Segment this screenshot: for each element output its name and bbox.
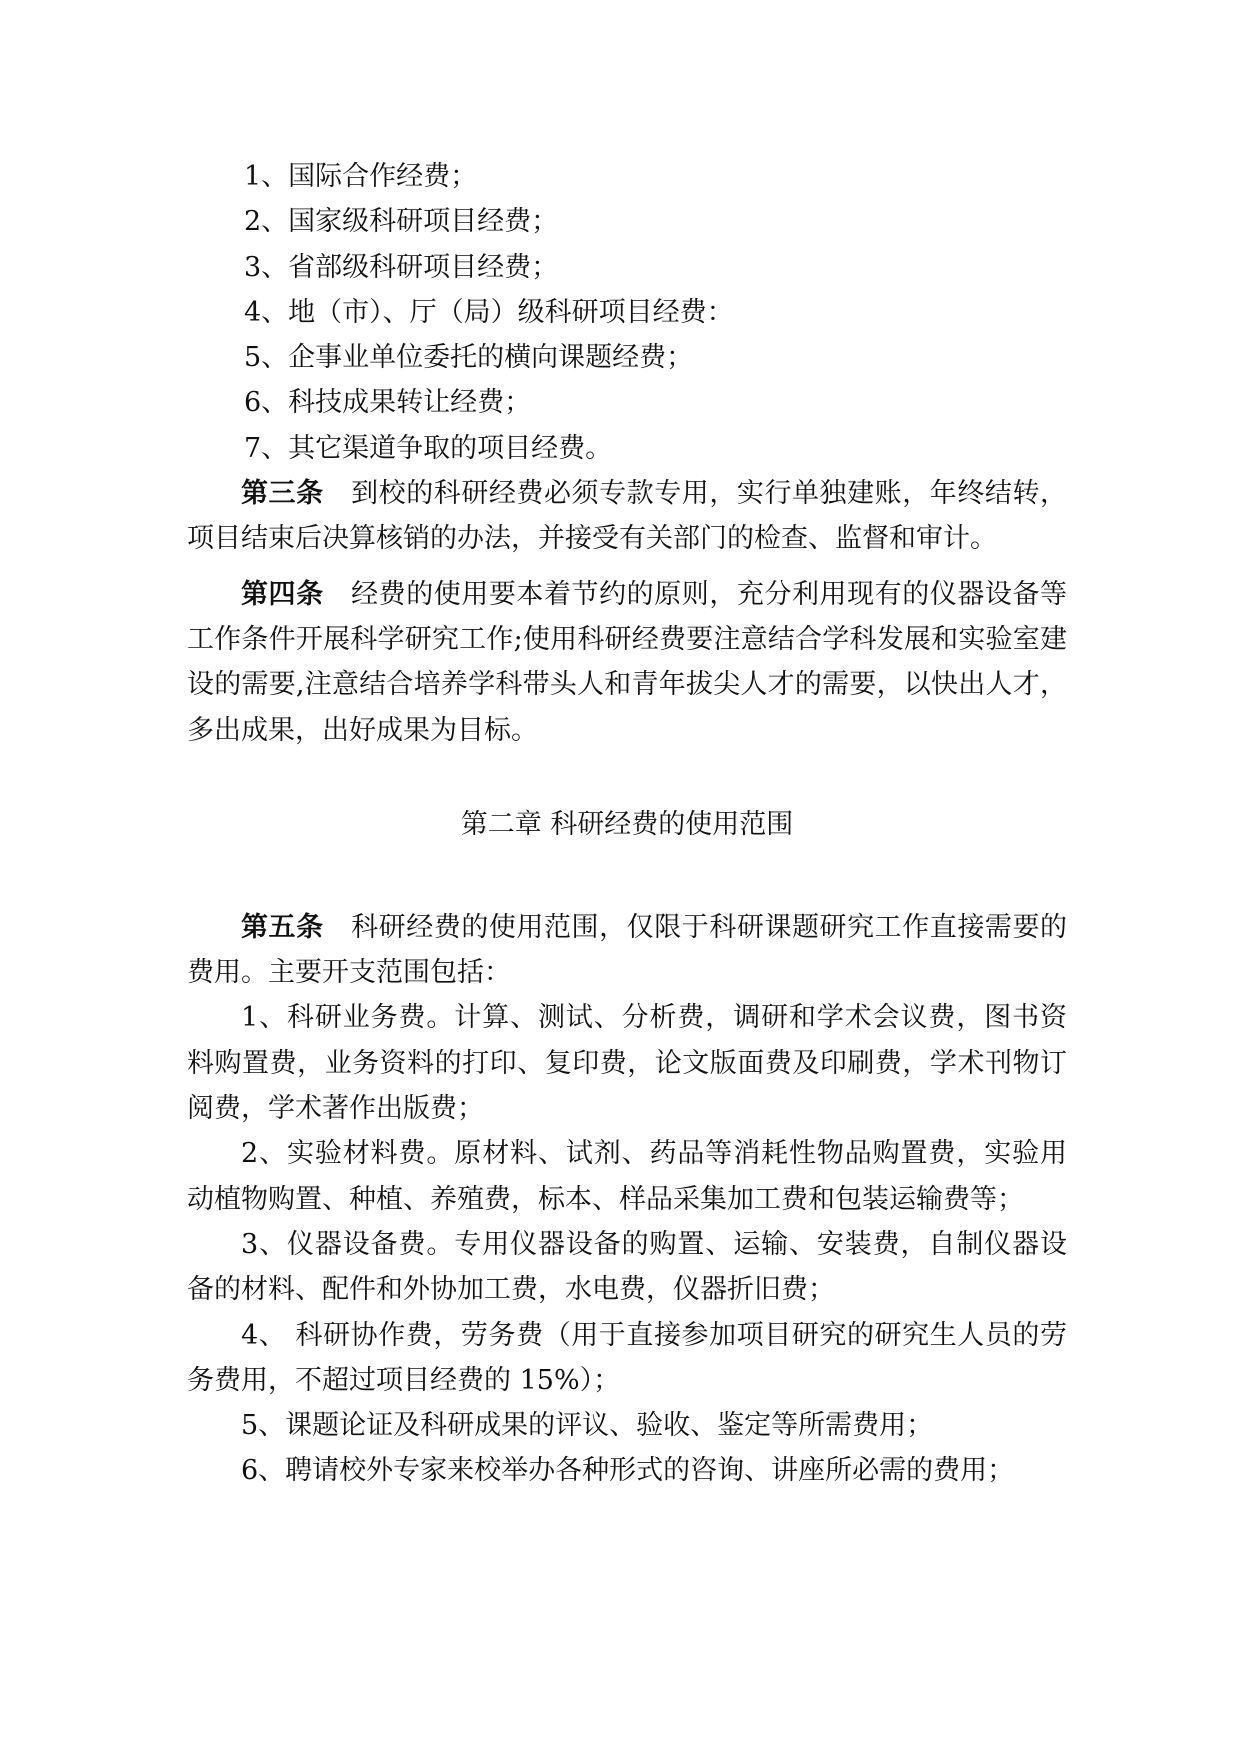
document-content — [187, 154, 1067, 1494]
list-item: 1、国际合作经费； — [244, 161, 478, 192]
list-item: 6、聘请校外专家来校举办各种形式的咨询、讲座所必需的费用； — [241, 1455, 1015, 1487]
list-item: 5、课题论证及科研成果的评议、验收、鉴定等所需费用； — [241, 1410, 934, 1442]
article-title: 第四条 — [241, 578, 324, 610]
list-item: 3、仪器设备费。专用仪器设备的购置、运输、安装费，自制仪器设备的材料、配件和外协加工费，水电费，仪器折旧费； — [187, 1228, 1067, 1306]
article-body: 科研经费的使用范围，仅限于科研课题研究工作直接需要的费用。主要开支范围包括： — [187, 911, 1068, 989]
list-item: 2、实验材料费。原材料、试剂、药品等消耗性物品购置费，实验用动植物购置、种植、养殖费，标本、样品采集加工费和包装运输费等； — [187, 1138, 1067, 1215]
list-item: 4、地（市）、厅（局）级科研项目经费： — [244, 296, 734, 328]
list-item: 1、科研业务费。计算、测试、分析费，调研和学术会议费，图书资料购置费，业务资料的打印、复印费，论文版面费及印刷费，学术刊物订阅费，学术著作出版费； — [187, 1002, 1067, 1125]
article-body: 到校的科研经费必须专款专用，实行单独建账，年终结转，项目结束后决算核销的办法，并接受有关部门的检查、监督和审计。 — [187, 478, 1068, 555]
article-title: 第三条 — [241, 478, 324, 510]
list-item: 5、企事业单位委托的横向课题经费； — [244, 342, 694, 374]
article-4 — [187, 572, 1067, 753]
list-item: 6、科技成果转让经费； — [244, 387, 532, 419]
article-3 — [187, 471, 1067, 562]
article-5 — [187, 905, 1067, 1494]
funding-source-list — [187, 154, 1067, 471]
list-item: 4、 科研协作费，劳务费（用于直接参加项目研究的研究生人员的劳务费用，不超过项目经费的 15%）； — [187, 1319, 1067, 1396]
article-title: 第五条 — [241, 911, 324, 943]
list-item: 2、国家级科研项目经费； — [244, 206, 559, 238]
list-item: 3、省部级科研项目经费； — [244, 251, 559, 283]
chapter-heading: 第二章 科研经费的使用范围 — [460, 808, 794, 840]
list-item: 7、其它渠道争取的项目经费。 — [244, 432, 613, 464]
article-body: 经费的使用要本着节约的原则，充分利用现有的仪器设备等工作条件开展科学研究工作;使用科研经费要注意结合学科发展和实验室建设的需要,注意结合培养学科带头人和青年拔尖人才的需要，以快出人才，多出成果，出好成果为目标。 — [187, 578, 1068, 746]
